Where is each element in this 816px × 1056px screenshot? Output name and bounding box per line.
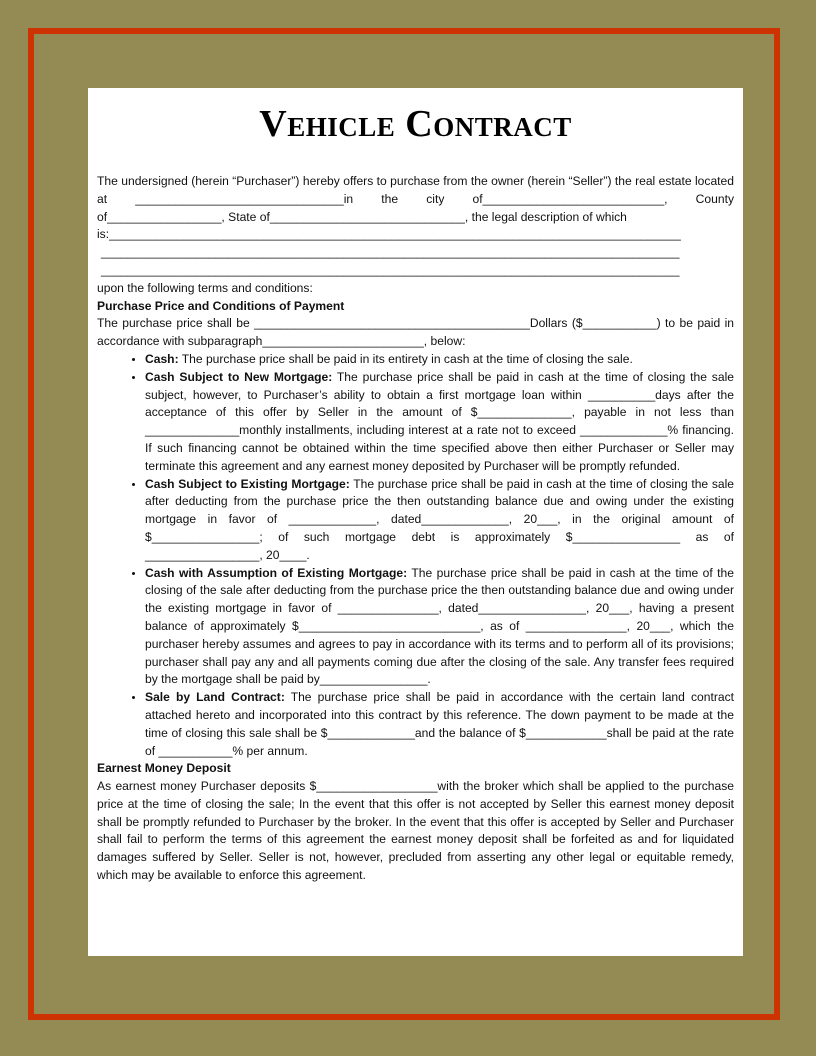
list-item-label: Cash with Assumption of Existing Mortgage: bbox=[145, 565, 408, 580]
list-item bbox=[145, 351, 734, 369]
legal-description-line-2: ______________________________________________________________________________________ bbox=[101, 245, 680, 260]
document-body bbox=[97, 173, 734, 885]
list-item-text: The purchase price shall be paid in cash at the time of closing the sale after deducting from the purchase price the then outstanding balance due and owing under the existing mortgage in favor of _____________, dated_____________, 20___, in the original amount of $________________; of such mortgage debt is approximately $________________ as of _________________, 20____. bbox=[145, 476, 734, 562]
list-item-text: The purchase price shall be paid in accordance with the certain land contract attached hereto and incorporated into this contract by this reference. The down payment to be made at the time of closing this sale shall be $_____________and the balance of $____________shall be paid at the rate of ___________% per annum. bbox=[145, 690, 734, 758]
earnest-money-heading: Earnest Money Deposit bbox=[97, 761, 231, 776]
list-item-label: Cash Subject to Existing Mortgage: bbox=[145, 476, 350, 491]
list-item-text: The purchase price shall be paid in cash at the time of the closing of the sale after deducting from the purchase price the then outstanding balance due and owing under the existing mortgage in favor of _______________, dated________________, 20___, having a present balance of approximately $___________________________, as of _______________, 20___, which the purchaser hereby assumes and agrees to pay in accordance with its terms and to perform all of its provisions; purchaser shall pay any and all payments coming due after the closing of the sale. Any transfer fees required by the mortgage shall be paid by________________. bbox=[145, 565, 734, 687]
document-page bbox=[88, 88, 743, 956]
document-title: Vehicle Contract bbox=[259, 103, 572, 145]
list-item bbox=[145, 689, 734, 760]
list-item-text: The purchase price shall be paid in cash at the time of closing the sale subject, however, to Purchaser’s ability to obtain a first mortgage loan within __________days after the acceptance of this offer by Seller in the amount of $______________, payable in not less than ______________monthly installments, including interest at a rate not to exceed _____________% financing. If such financing cannot be obtained within the time specified above then either Purchaser or Seller may terminate this agreement and any earnest money deposited by Purchaser will be promptly refunded. bbox=[145, 369, 734, 473]
list-item-label: Cash: bbox=[145, 351, 179, 366]
legal-description-line-1: is:_____________________________________________________________________________________ bbox=[97, 227, 681, 242]
terms-intro: upon the following terms and conditions: bbox=[97, 280, 313, 295]
purchase-price-paragraph: The purchase price shall be _________________________________________Dollars ($___________) to be paid in accordance with subparagraph________________________, below: bbox=[97, 316, 734, 349]
list-item bbox=[145, 369, 734, 476]
legal-description-line-3: ______________________________________________________________________________________ bbox=[101, 262, 680, 277]
list-item-text: The purchase price shall be paid in its entirety in cash at the time of closing the sale. bbox=[178, 351, 633, 366]
list-item bbox=[145, 476, 734, 565]
payment-options-list bbox=[97, 351, 734, 760]
list-item bbox=[145, 565, 734, 690]
list-item-label: Cash Subject to New Mortgage: bbox=[145, 369, 333, 384]
list-item-label: Sale by Land Contract: bbox=[145, 690, 285, 705]
earnest-money-paragraph: As earnest money Purchaser deposits $__________________with the broker which shall be applied to the purchase price at the time of closing the sale; In the event that this offer is not accepted by Seller this earnest money deposit shall be promptly refunded to Purchaser by the broker. In the event that this offer is accepted by Seller and Purchaser shall fail to perform the terms of this agreement the earnest money deposit shall be forfeited as and for liquidated damages suffered by Seller. Seller is not, however, precluded from asserting any other legal or equitable remedy, which may be available to enforce this agreement. bbox=[97, 779, 734, 883]
purchase-price-heading: Purchase Price and Conditions of Payment bbox=[97, 298, 345, 313]
intro-paragraph: The undersigned (herein “Purchaser”) hereby offers to purchase from the owner (herein “Seller”) the real estate located at _______________________________in the city of___________________________, County of_________________, State of_____________________________, the legal description of which bbox=[97, 174, 734, 224]
